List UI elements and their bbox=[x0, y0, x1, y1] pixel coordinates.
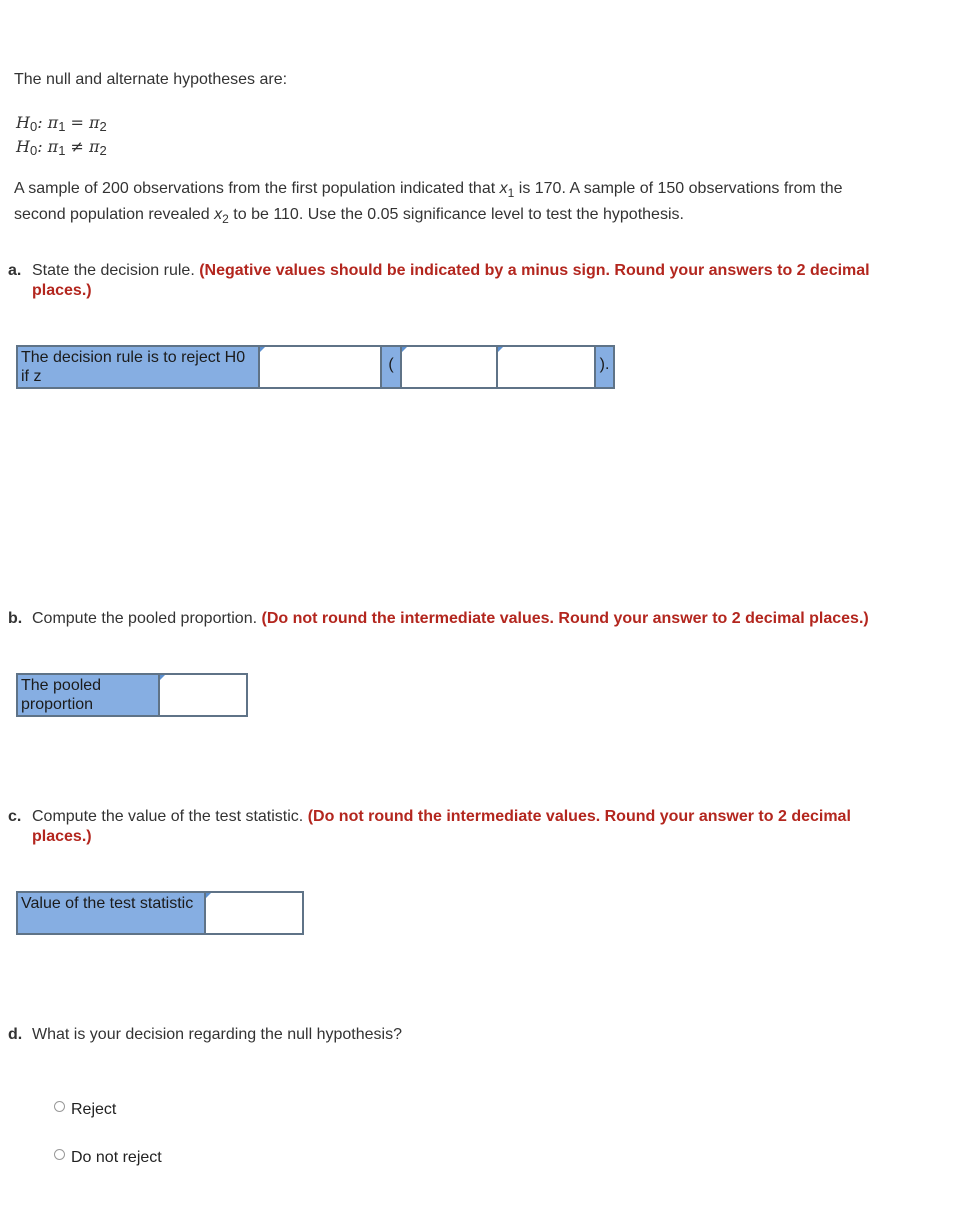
pooled-proportion-input[interactable] bbox=[158, 673, 248, 717]
question-a: a. State the decision rule. (Negative values should be indicated by a minus sign. Round your answers to 2 decimal places.) bbox=[8, 262, 870, 299]
alternate-hypothesis: $H_0$: $\pi_1 \ne \pi_2$ bbox=[16, 137, 107, 158]
decision-rule-value-input[interactable] bbox=[400, 345, 498, 389]
open-paren: ( bbox=[380, 345, 402, 389]
close-paren: ). bbox=[594, 345, 615, 389]
test-statistic-input[interactable] bbox=[204, 891, 304, 935]
option-reject[interactable] bbox=[54, 1101, 116, 1119]
null-hypothesis: $H_0$: $\pi_1 = \pi_2$ bbox=[16, 113, 107, 134]
question-b: b. Compute the pooled proportion. (Do not round the intermediate values. Round your answer to 2 decimal places.) bbox=[8, 610, 869, 627]
question-d: d. What is your decision regarding the null hypothesis? bbox=[8, 1026, 402, 1043]
decision-rule-tail-input[interactable] bbox=[496, 345, 596, 389]
decision-rule-label: The decision rule is to reject H0 if z bbox=[16, 345, 260, 389]
do-not-reject-radio[interactable] bbox=[54, 1149, 65, 1160]
test-statistic-label: Value of the test statistic bbox=[16, 891, 206, 935]
option-do-not-reject[interactable] bbox=[54, 1149, 162, 1167]
intro-text: The null and alternate hypotheses are: bbox=[14, 71, 288, 88]
decision-rule-operator-input[interactable] bbox=[258, 345, 382, 389]
pooled-proportion-label: The pooled proportion bbox=[16, 673, 160, 717]
do-not-reject-label: Do not reject bbox=[71, 1149, 162, 1166]
reject-radio[interactable] bbox=[54, 1101, 65, 1112]
reject-label: Reject bbox=[71, 1101, 117, 1118]
problem-statement: A sample of 200 observations from the first population indicated that $x_1$ is 170. A sample of 150 observations from the second population revealed $x_2$ to be 110. Use the 0.05 significance level to test the hypothesis. bbox=[14, 180, 843, 226]
question-c: c. Compute the value of the test statistic. (Do not round the intermediate values. Round your answer to 2 decimal places.) bbox=[8, 808, 851, 845]
